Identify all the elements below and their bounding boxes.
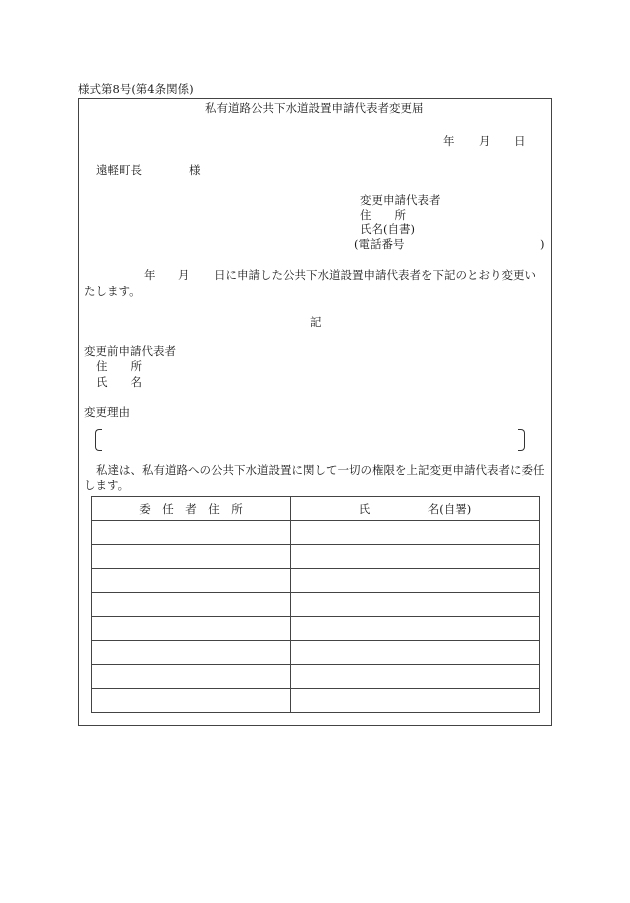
table-row bbox=[92, 545, 540, 569]
applicant-name-label: 氏名(自書) bbox=[360, 222, 415, 236]
applicant-heading: 変更申請代表者 bbox=[360, 193, 441, 207]
name-cell[interactable] bbox=[291, 641, 540, 665]
date-day-label: 日 bbox=[514, 134, 526, 148]
reason-label: 変更理由 bbox=[84, 405, 130, 419]
addressee-honorific: 様 bbox=[189, 163, 201, 177]
delegation-text-line1: 私達は、私有道路への公共下水道設置に関して一切の権限を上記変更申請代表者に委任 bbox=[96, 463, 545, 477]
delegator-table bbox=[91, 496, 540, 713]
form-number-label: 様式第8号(第4条関係) bbox=[78, 82, 194, 96]
body-text-line1: 日に申請した公共下水道設置申請代表者を下記のとおり変更い bbox=[214, 268, 536, 282]
table-row bbox=[92, 641, 540, 665]
address-cell[interactable] bbox=[92, 689, 291, 713]
name-cell[interactable] bbox=[291, 689, 540, 713]
applicant-phone-open: (電話番号 bbox=[354, 237, 405, 251]
name-cell[interactable] bbox=[291, 665, 540, 689]
name-cell[interactable] bbox=[291, 545, 540, 569]
table-row bbox=[92, 569, 540, 593]
address-cell[interactable] bbox=[92, 521, 291, 545]
date-month-label: 月 bbox=[479, 134, 491, 148]
previous-name-label: 氏 名 bbox=[96, 375, 142, 389]
date-year-label: 年 bbox=[443, 134, 455, 148]
applicant-phone-close: ) bbox=[540, 237, 545, 251]
table-row bbox=[92, 665, 540, 689]
name-cell[interactable] bbox=[291, 569, 540, 593]
table-row bbox=[92, 689, 540, 713]
table-row bbox=[92, 593, 540, 617]
previous-heading: 変更前申請代表者 bbox=[84, 344, 176, 358]
name-cell[interactable] bbox=[291, 617, 540, 641]
reason-bracket-left bbox=[95, 429, 102, 451]
address-cell[interactable] bbox=[92, 665, 291, 689]
address-cell[interactable] bbox=[92, 641, 291, 665]
name-cell[interactable] bbox=[291, 521, 540, 545]
ki-label: 記 bbox=[310, 315, 322, 329]
previous-address-label: 住 所 bbox=[96, 359, 142, 373]
header-delegator-address: 委 任 者 住 所 bbox=[92, 497, 291, 521]
table-row bbox=[92, 617, 540, 641]
body-year-label: 年 bbox=[144, 268, 156, 282]
form-title: 私有道路公共下水道設置申請代表者変更届 bbox=[205, 101, 424, 115]
address-cell[interactable] bbox=[92, 569, 291, 593]
body-month-label: 月 bbox=[178, 268, 190, 282]
delegation-text-line2: します。 bbox=[84, 478, 130, 492]
header-name-signature: 氏 名(自署) bbox=[291, 497, 540, 521]
address-cell[interactable] bbox=[92, 617, 291, 641]
table-row bbox=[92, 521, 540, 545]
address-cell[interactable] bbox=[92, 593, 291, 617]
name-cell[interactable] bbox=[291, 593, 540, 617]
applicant-address-label: 住 所 bbox=[360, 208, 406, 222]
addressee-name: 遠軽町長 bbox=[96, 163, 142, 177]
reason-bracket-right bbox=[518, 429, 525, 451]
address-cell[interactable] bbox=[92, 545, 291, 569]
body-text-line2: たします。 bbox=[84, 284, 141, 298]
table-header-row bbox=[92, 497, 540, 521]
